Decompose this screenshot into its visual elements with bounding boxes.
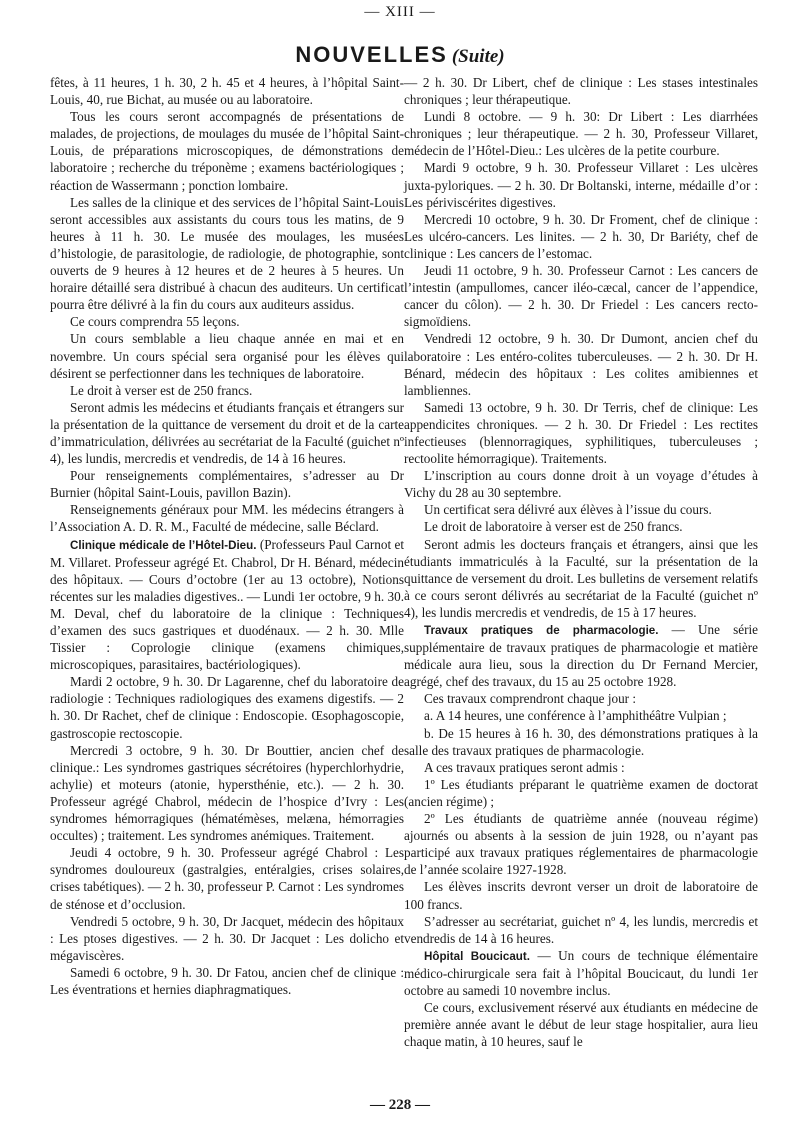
paragraph: S’adresser au secrétariat, guichet nº 4, les lundis, mercredis et vendredis de 14 à 16 heures.: [404, 913, 758, 946]
paragraph: Les élèves inscrits devront verser un droit de laboratoire de 100 francs.: [404, 879, 758, 912]
paragraph: Les salles de la clinique et des services de l’hôpital Saint-Louis seront accessibles aux assistants du cours tous les matins, de 9 heures à 11 h. 30. Le musée des moulages, les musées d’histologie, de parasitologie, de radiologie, de photographie, sont ouverts de 9 heures à 12 heures et de 2 heures à 5 heures. Un horaire détaillé sera distribué à chacun des auditeurs. Un certificat pourra être délivré à la fin du cours aux auditeurs assidus.: [50, 194, 404, 313]
section-heading: Hôpital Boucicaut.: [424, 949, 530, 963]
paragraph: Lundi 8 octobre. — 9 h. 30: Dr Libert : Les diarrhées chroniques ; leur thérapeutique. — 2 h. 30, Professeur Villaret, médecin de l’Hôtel-Dieu.: Les ulcères de la petite courbure.: [404, 109, 758, 159]
paragraph: Mercredi 3 octobre, 9 h. 30. Dr Bouttier, ancien chef de clinique.: Les syndromes gastriques sécrétoires (hyperchlorhydrie, achylie) et moteurs (atonie, hypersthénie, etc.). — 2 h. 30. Professeur agrégé Chabrol, médecin de l’hospice d’Ivry : Les syndromes hémorragiques (hématémèses, melæna, hémorragies occultes) ; traitement. Les syndromes anémiques. Traitement.: [50, 742, 404, 844]
paragraph: b. De 15 heures à 16 h. 30, des démonstrations pratiques à la salle des travaux pratiques de pharmacologie.: [404, 725, 758, 758]
paragraph: Le droit de laboratoire à verser est de 250 francs.: [424, 519, 683, 535]
left-column: [50, 74, 404, 998]
paragraph: — 2 h. 30. Dr Libert, chef de clinique : Les stases intestinales chroniques ; leur thérapeutique.: [404, 75, 758, 108]
paragraph: Ce cours, exclusivement réservé aux étudiants en médecine de première année avant le début de leur stage hospitalier, aura lieu chaque matin, à 10 heures, sauf le: [404, 1000, 758, 1050]
section-heading: Travaux pratiques de pharmacologie.: [424, 624, 659, 637]
paragraph: Vendredi 12 octobre, 9 h. 30. Dr Dumont, ancien chef du laboratoire : Les entéro-colites tuberculeuses. — 2 h. 30. Dr H. Bénard, médecin des hôpitaux : Les colites amibiennes et lambliennes.: [404, 331, 758, 398]
paragraph: Mardi 2 octobre, 9 h. 30. Dr Lagarenne, chef du laboratoire de radiologie : Techniques radiologiques des examens digestifs. — 2 h. 30. Dr Rachet, chef de clinique : Endoscopie. Œsophagoscopie, gastroscopie rectoscopie.: [50, 674, 404, 741]
paragraph: Mercredi 10 octobre, 9 h. 30. Dr Froment, chef de clinique : Les ulcéro-cancers. Les linites. — 2 h. 30, Dr Bariéty, chef de clinique : Les cancers de l’estomac.: [404, 211, 758, 261]
paragraph-text: — Une série supplémentaire de travaux pratiques de pharmacologie et matière médicale aura lieu, sous la direction du Dr Fernand Mercier, agrégé, chef des travaux, du 15 au 25 octobre 1928.: [404, 622, 758, 690]
paragraph: Le droit à verser est de 250 francs.: [70, 382, 253, 398]
running-head: — XIII —: [364, 4, 436, 20]
right-column: [404, 74, 758, 1050]
paragraph: 2º Les étudiants de quatrième année (nouveau régime) ajournés ou absents à la session de juin 1928, ou n’ayant pas participé aux travaux pratiques réglementaires de pharmacologie de l’année scolaire 1927-1928.: [404, 811, 758, 878]
paragraph: Jeudi 11 octobre, 9 h. 30. Professeur Carnot : Les cancers de l’intestin (ampullomes, cancer iléo-cæcal, cancer de l’appendice, cancer du côlon). — 2 h. 30. Dr Friedel : Les cancers recto-sigmoïdiens.: [404, 263, 758, 330]
paragraph: Seront admis les docteurs français et étrangers, ainsi que les étudiants immatriculés à la Faculté, sur la présentation de la quittance de versement du droit. Les bulletins de versement relatifs à ce cours seront délivrés au secrétariat de la Faculté (guichet nº 4), les lundis mercredis et vendredis, de 15 à 17 heures.: [404, 536, 758, 620]
paragraph: Un cours semblable a lieu chaque année en mai et en novembre. Un cours spécial sera organisé pour les élèves qui désirent se perfectionner dans les techniques de laboratoire.: [50, 331, 404, 381]
paragraph: Samedi 13 octobre, 9 h. 30. Dr Terris, chef de clinique: Les appendicites chroniques. — 2 h. 30. Dr Friedel : Les rectites infectieuses (blennorragiques, syphilitiques, tuberculeuses ; rectoolite hémorragique). Traitements.: [404, 399, 758, 467]
section-heading: Clinique médicale de l’Hôtel-Dieu.: [70, 538, 257, 552]
paragraph: L’inscription au cours donne droit à un voyage d’études à Vichy du 28 au 30 septembre.: [404, 468, 758, 501]
paragraph: Ce cours comprendra 55 leçons.: [70, 314, 240, 330]
paragraph: A ces travaux pratiques seront admis :: [424, 759, 625, 775]
section-title-suffix: (Suite): [451, 46, 505, 67]
paragraph-clinique: [50, 536, 404, 674]
paragraph: Ces travaux comprendront chaque jour :: [424, 691, 637, 707]
paragraph: Jeudi 4 octobre, 9 h. 30. Professeur agrégé Chabrol : Les syndromes douloureux (gastralgies, entéralgies, crises solaires, crises tabétiques). — 2 h. 30, professeur P. Carnot : Les syndromes de sténose et d’occlusion.: [50, 845, 404, 912]
paragraph: Renseignements généraux pour MM. les médecins étrangers à l’Association A. D. R. M., Faculté de médecine, salle Béclard.: [50, 502, 404, 535]
paragraph-text: (Professeurs Paul Carnot et M. Villaret. Professeur agrégé Et. Chabrol, Dr H. Bénard, médecin des hôpitaux. — Cours d’octobre (1er au 13 octobre), Notions récentes sur les maladies digestives.. — Lundi 1er octobre, 9 h. 30. M. Deval, chef du laboratoire de la clinique : Techniques d’examen des sucs gastriques et duodénaux. — 2 h. 30. Mlle Tissier : Coprologie clinique (examens chimiques, microscopiques, parasitaires, bactériologiques).: [50, 536, 405, 673]
paragraph: Tous les cours seront accompagnés de présentations de malades, de projections, de moulages du musée de l’hôpital Saint-Louis, de préparations microscopiques, de démonstrations de laboratoire ; recherche du tréponème ; examens bactériologiques ; réaction de Wassermann ; ponction lombaire.: [50, 109, 404, 193]
paragraph-pharmacologie: [404, 621, 758, 690]
paragraph: Samedi 6 octobre, 9 h. 30. Dr Fatou, ancien chef de clinique : Les éventrations et hernies diaphragmatiques.: [50, 964, 404, 997]
paragraph: 1º Les étudiants préparant le quatrième examen de doctorat (ancien régime) ;: [404, 776, 758, 809]
paragraph: Un certificat sera délivré aux élèves à l’issue du cours.: [424, 502, 712, 518]
paragraph: fêtes, à 11 heures, 1 h. 30, 2 h. 45 et 4 heures, à l’hôpital Saint-Louis, 40, rue Bichat, au musée ou au laboratoire.: [50, 75, 404, 108]
page-number: — 228 —: [370, 1097, 430, 1113]
paragraph-text: — Un cours de technique élémentaire médico-chirurgicale sera fait à l’hôpital Boucicaut, du lundi 1er octobre au samedi 10 novembre inclus.: [404, 947, 758, 998]
paragraph: Mardi 9 octobre, 9 h. 30. Professeur Villaret : Les ulcères juxta-pyloriques. — 2 h. 30. Dr Boltanski, interne, médaille d’or : Les périviscérites digestives.: [404, 160, 758, 210]
section-title: NOUVELLES: [295, 42, 448, 67]
paragraph: a. A 14 heures, une conférence à l’amphithéâtre Vulpian ;: [424, 708, 727, 724]
paragraph: Seront admis les médecins et étudiants français et étrangers sur la présentation de la quittance de versement du droit et de la carte d’immatriculation, délivrées au secrétariat de la Faculté (guichet nº 4), les lundis, mercredis et vendredis, de 14 à 16 heures.: [50, 399, 404, 467]
paragraph-boucicaut: [404, 947, 758, 999]
paragraph: Pour renseignements complémentaires, s’adresser au Dr Burnier (hôpital Saint-Louis, pavillon Bazin).: [50, 468, 404, 501]
paragraph: Vendredi 5 octobre, 9 h. 30, Dr Jacquet, médecin des hôpitaux : Les ptoses digestives. — 2 h. 30. Dr Jacquet : Les dolicho et mégaviscères.: [50, 913, 404, 963]
page-title: [0, 44, 800, 69]
